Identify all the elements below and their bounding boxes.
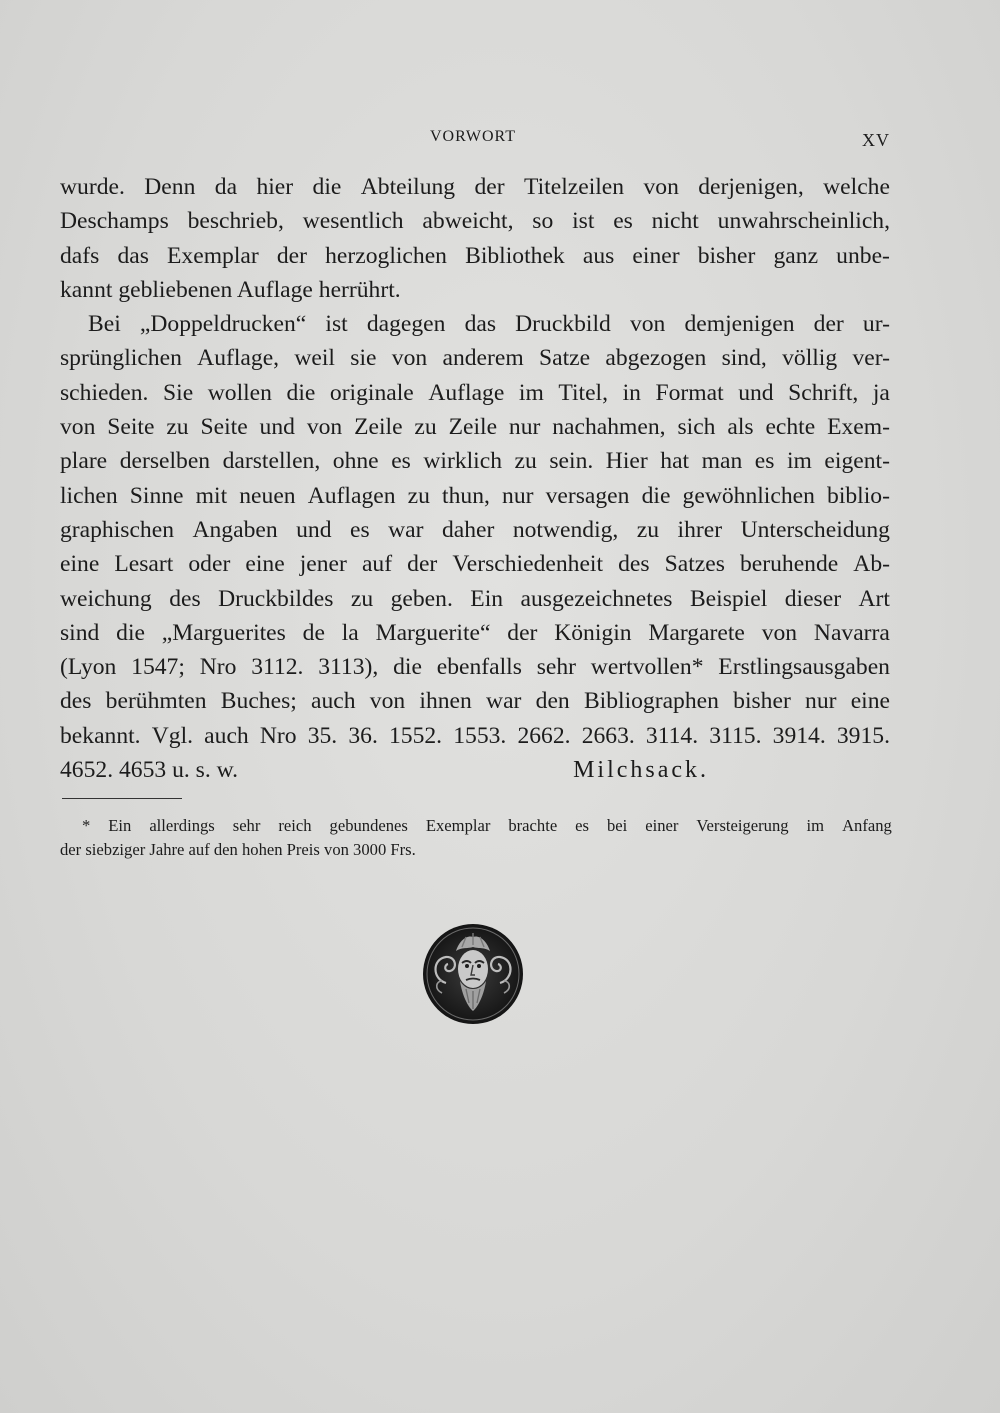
text-line [60,479,890,513]
text-line [60,616,890,650]
word: Nro [199,654,237,681]
word: Versteigerung [696,816,789,835]
word: eine [245,551,285,578]
word: von [643,174,679,200]
word: lichen [60,482,118,509]
word: nur [508,414,541,441]
word: 3915. [836,722,890,749]
word: Ab- [853,551,890,578]
word: zu [166,414,189,441]
word: Auflagen [307,482,396,509]
word: die [641,482,671,509]
word: man [701,448,743,475]
word: so [532,208,554,235]
text-line [60,547,890,581]
word: 3112. [251,654,304,681]
word: einer [632,242,680,269]
word: herzoglichen [325,242,447,269]
word: sind, [721,345,767,372]
word: weichung [60,585,152,612]
text-line [60,307,890,341]
word: der [507,619,538,646]
word: bisher [733,688,791,715]
word: Exemplar [167,242,259,269]
word: im [806,816,825,835]
word: beschrieb, [187,208,284,235]
word: versagen [545,482,630,509]
word: des [618,551,650,578]
word: auch [311,688,356,715]
word: nur [805,688,837,715]
word: von [369,688,406,715]
word: sprünglichen [60,345,182,372]
final-line [60,753,890,787]
text-line [60,204,890,238]
word: ver- [852,345,890,372]
word: des [169,585,201,612]
footnote-rule [62,798,182,799]
word: Art [858,585,890,612]
word: 3114. [645,722,699,749]
word: Format [655,379,724,406]
word: Denn [144,174,196,200]
word: einer [645,816,679,835]
word: von [391,345,428,372]
word: Hier [605,448,648,475]
word: Margarete [648,619,745,646]
word: „Marguerites [161,619,286,646]
word: Ein [108,816,132,835]
word: „Doppeldrucken“ [139,311,307,338]
word: 1553. [453,722,507,749]
text-line [60,410,890,444]
word: Titelzeilen [524,174,625,200]
word: auch [204,722,249,749]
word: der [407,551,438,578]
word: hier [256,174,294,200]
word: wurde. [60,174,125,200]
word: dieser [784,585,842,612]
word: Exem- [827,414,890,441]
word: 3115. [709,722,762,749]
word: gewöhnlichen [682,482,815,509]
word: gebundenes [329,816,408,835]
word: Marguerite“ [375,619,491,646]
word: zu [350,585,374,612]
word: dafs [60,242,100,269]
word: berühmten [105,688,207,715]
text-line [60,684,890,718]
word: als [727,414,754,441]
word: war [486,688,522,715]
footnote-line: der siebziger Jahre auf den hohen Preis von 3000 Frs. [60,840,416,859]
final-line-text: 4652. 4653 u. s. w. [60,757,239,784]
text-line: kannt gebliebenen Auflage herrührt. [60,276,401,303]
word: von [629,311,666,338]
word: Sinne [129,482,184,509]
word: Vgl. [151,722,194,749]
word: von [306,414,343,441]
word: die [312,174,342,200]
word: graphischen [60,516,174,543]
word: sehr [232,816,261,835]
author-signature: Milchsack. [573,757,710,784]
word: das [464,311,497,338]
word: echte [765,414,816,441]
word: demjenigen [684,311,795,338]
text-line [60,170,890,204]
word: Erstlingsausgaben [718,654,890,681]
word: sind [60,619,100,646]
text-line [60,444,890,478]
text-line [60,582,890,616]
word: wirklich [423,448,503,475]
word: die [116,619,145,646]
word: Seite [107,414,155,441]
word: völlig [782,345,838,372]
word: Deschamps [60,208,169,235]
word: brachte [508,816,558,835]
text-line [60,650,890,684]
word: ganz [773,242,819,269]
word: ihrer [677,516,723,543]
word: auf [361,551,393,578]
word: welche [823,174,890,200]
word: ist [572,208,595,235]
word: Unterscheidung [740,516,890,543]
word: da [214,174,238,200]
footnote-line [60,814,892,838]
word: nachahmen, [552,414,666,441]
running-head: VORWORT [430,128,517,145]
word: anderem [442,345,524,372]
word: es [349,516,370,543]
word: unwahrscheinlich, [717,208,890,235]
word: und [259,414,295,441]
word: der [276,242,307,269]
word: bisher [697,242,756,269]
word: und [296,516,332,543]
word: Lesart [114,551,174,578]
word: derjenigen, [698,174,804,200]
word: 3914. [772,722,826,749]
word: Bei [88,311,121,338]
word: und [738,379,774,406]
text-line [60,513,890,547]
word: zu [414,414,437,441]
word: in [622,379,641,406]
word: reich [278,816,312,835]
word: ohne [332,448,379,475]
text-line [60,341,890,375]
word: 1547; [131,654,185,681]
word: Navarra [813,619,890,646]
word: Verschiedenheit [452,551,604,578]
page-number: XV [862,130,890,150]
word: war [388,516,424,543]
word: Auflage, [197,345,280,372]
word: 2663. [581,722,635,749]
word: biblio- [827,482,890,509]
word: 2662. [517,722,571,749]
word: Satze [539,345,591,372]
word: unbe- [836,242,890,269]
word: sich [677,414,716,441]
word: Zeile [448,414,498,441]
text-line [60,239,890,273]
word: wollen [207,379,272,406]
word: * [82,816,91,835]
word: abweicht, [422,208,514,235]
word: 36. [348,722,378,749]
word: beruhende [739,551,839,578]
word: ist [325,311,348,338]
word: nur [502,482,534,509]
word: abgezogen [605,345,707,372]
word: zu [636,516,660,543]
word: sie [350,345,377,372]
word: daher [441,516,495,543]
word: Ein [470,585,504,612]
word: (Lyon [60,654,117,681]
word: ja [872,379,890,406]
word: Anfang [842,816,892,835]
word: mit [195,482,228,509]
word: weil [294,345,335,372]
word: Schrift, [788,379,859,406]
word: es [391,448,411,475]
word: schieden. [60,379,149,406]
word: hat [660,448,690,475]
word: Satzes [664,551,725,578]
word: sehr [536,654,576,681]
word: von [761,619,798,646]
word: Exemplar [425,816,491,835]
word: des [60,688,92,715]
word: es [575,816,589,835]
word: plare [60,448,108,475]
word: wesentlich [302,208,404,235]
word: Zeile [354,414,403,441]
word: Auflage [428,379,505,406]
word: das [117,242,149,269]
word: originale [329,379,414,406]
word: im [518,379,544,406]
word: zu [407,482,430,509]
word: es [613,208,633,235]
word: der [813,311,844,338]
word: darstellen, [222,448,321,475]
word: ur- [862,311,890,338]
word: derselben [119,448,211,475]
word: eine [60,551,100,578]
page-header [60,128,890,158]
word: Bibliothek [465,242,565,269]
word: thun, [442,482,490,509]
word: ausgezeichnetes [520,585,673,612]
word: aus [582,242,615,269]
word: den [535,688,570,715]
word: 1552. [388,722,443,749]
word: Angaben [192,516,278,543]
body-text [60,170,890,787]
word: dagegen [366,311,446,338]
word: Sie [163,379,194,406]
word: eine [850,688,890,715]
word: der [474,174,505,200]
word: bekannt. [60,722,141,749]
word: allerdings [149,816,215,835]
word: von [60,414,96,441]
word: geben. [390,585,453,612]
text-line [60,376,890,410]
word: die [286,379,316,406]
word: 35. [307,722,338,749]
word: zu [514,448,537,475]
word: la [341,619,359,646]
word: Beispiel [689,585,768,612]
text-line [60,719,890,753]
word: im [786,448,812,475]
word: eigent- [824,448,890,475]
word: Abteilung [360,174,456,200]
word: Königin [554,619,632,646]
word: es [754,448,775,475]
word: Buches; [220,688,297,715]
footnote [60,814,892,862]
word: oder [188,551,231,578]
word: Bibliographen [583,688,719,715]
word: notwendig, [512,516,619,543]
word: Titel, [558,379,608,406]
word: ihnen [419,688,472,715]
word: Nro [259,722,297,749]
word: 3113), [318,654,379,681]
word: jener [299,551,347,578]
word: Seite [200,414,248,441]
word: wertvollen* [590,654,704,681]
word: Druckbild [515,311,611,338]
word: de [302,619,325,646]
green-man-mask-vignette-icon [422,923,524,1025]
word: die [393,654,422,681]
word: nicht [651,208,699,235]
word: sein. [549,448,594,475]
word: ebenfalls [436,654,522,681]
word: neuen [239,482,296,509]
word: bei [606,816,628,835]
word: Druckbildes [218,585,334,612]
